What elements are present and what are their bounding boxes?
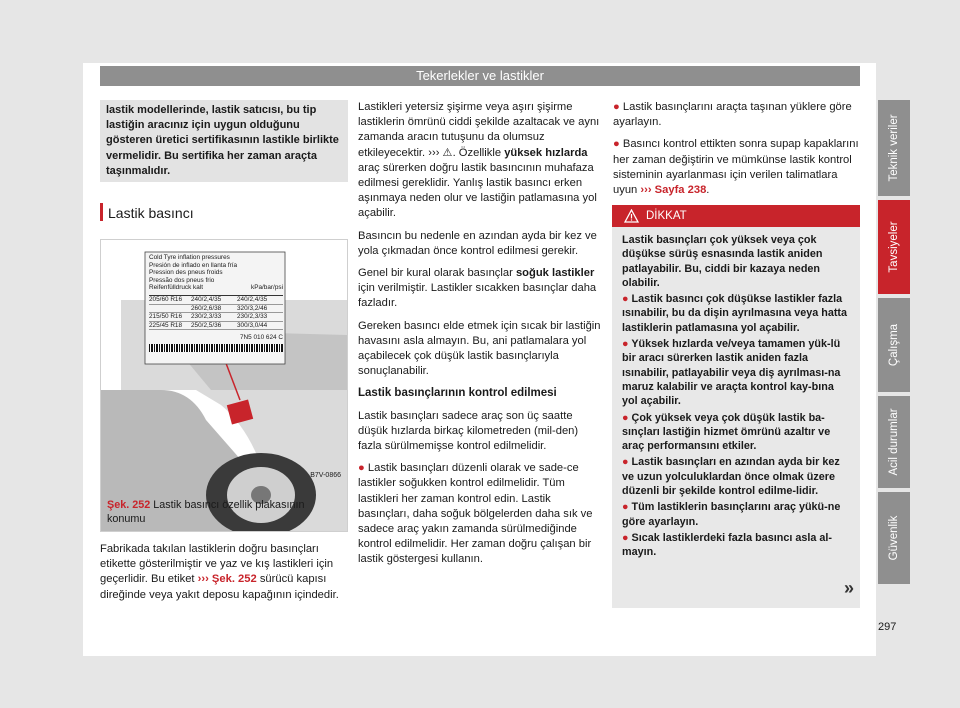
label-row: 225/45 R18 250/2,5/36 300/3,0/44: [149, 322, 283, 331]
warning-item: Çok yüksek veya çok düşük lastik ba-sınçları lastiğin hizmet ömrünü azaltır ve araç performansını etkiler.: [622, 411, 831, 453]
caption-label: Şek. 252: [107, 499, 151, 511]
figure-ref: B7V-0866: [310, 472, 341, 479]
bullet-text: Basıncı kontrol ettikten sonra supap kapaklarını her zaman değiştirin ve mümkünse lastik kontrol sisteminin ayarlanması için verilen talimatlara uyun: [613, 138, 859, 197]
tab-label: Tavsiyeler: [888, 221, 900, 273]
page-link[interactable]: ››› Sayfa 238: [640, 184, 707, 197]
warning-triangle-icon: [624, 209, 639, 223]
lead-box: lastik modellerinde, lastik satıcısı, bu tip lastiğin aracınız için uygun olduğunu gösteren üretici sertifikasının lastikle birlikte vermelidir. Bu sertifika her zaman araçta taşınmalıdır.: [100, 100, 348, 182]
tab-calisma[interactable]: [878, 298, 910, 392]
warning-body: Lastik basınçları çok yüksek veya çok düşükse sürüş esnasında lastik aniden patlayabilir. Bu, ciddi bir kazaya neden olabilir. ● Lastik basıncı çok düşükse lastikler fazla ısınabilir, bu da dişin ayrılmasına veya hatta lastiklerin patlamasına yol açabilir. ● Yüksek hızlarda ve/veya tamamen yük-lü bir aracı sürerken lastik aniden fazla ısınabilir, patlayabilir veya diş ayrılması-na maruz kalabilir ve araçta kontrol kay-bına yol açabilir. ● Çok yüksek veya çok düşük lastik ba-sınçları lastiğin hizmet ömrünü azaltır ve araç performansını etkiler. ● Lastik basınçları en azından ayda bir kez ve uzun yolculuklardan önce olmak üzere düzenli bir şekilde kontrol edilme-lidir. ● Tüm lastiklerin basınçlarını araç yükü-ne göre ayarlayın. ● Sıcak lastiklerdeki fazla basıncı asla al-mayın.: [612, 227, 860, 560]
label-line: Cold Tyre inflation pressures: [149, 254, 230, 261]
continue-arrow-icon: »: [844, 578, 855, 598]
body-text: sürücü kapısı direğinde veya yakıt deposu kapağının içindedir.: [100, 573, 339, 601]
left-body: [100, 542, 348, 610]
middle-column: [358, 100, 603, 575]
label-line: Pressão dos pneus frio: [149, 276, 215, 284]
label-unit: kPa/bar/psi: [251, 284, 283, 292]
tab-label: Güvenlik: [888, 515, 900, 561]
figure-tyre-label: [100, 239, 348, 532]
body-text: araç sürerken doğru lastik basıncının muhafaza edilmesi gereklidir. Yanlış lastik basıncı erken aşınmaya neden olur ve lastiğin patlamasına yol açabilir.: [358, 161, 597, 220]
section-marker: [100, 203, 103, 221]
label-line: Reifenfülldruck kalt: [149, 284, 203, 292]
tab-label: Acil durumlar: [888, 408, 900, 476]
body-text: Lastikleri yetersiz şişirme veya aşırı şişirme lastiklerin ömrünü ciddi şekilde azaltacak ve aynı zamanda aracın tutuşunu da olumsuz etkileyecektir.: [358, 101, 600, 159]
tab-acil-durumlar[interactable]: [878, 396, 910, 488]
bullet-icon: ●: [613, 101, 620, 113]
section-title: Lastik basıncı: [108, 205, 194, 221]
punctuation: .: [706, 184, 710, 197]
warning-box: [612, 205, 860, 608]
label-row: 215/50 R16 230/2,3/33 230/2,3/33: [149, 313, 283, 322]
tab-label: Teknik veriler: [888, 114, 900, 182]
label-code: 7N5 010 624 C: [240, 334, 283, 342]
page-number: 297: [878, 621, 897, 633]
caption-text: Lastik basıncı özellik plakasının konumu: [107, 499, 305, 525]
tab-guvenlik[interactable]: [878, 492, 910, 584]
warning-item: Tüm lastiklerin basınçlarını araç yükü-ne göre ayarlayın.: [622, 501, 841, 528]
right-column: [613, 100, 860, 205]
tab-teknik-veriler[interactable]: [878, 100, 910, 196]
label-plate-text: [149, 254, 283, 352]
figure-caption: [107, 498, 337, 526]
label-row: 205/60 R16 240/2,4/35 240/2,4/35: [149, 296, 283, 305]
figure-link[interactable]: ››› Şek. 252: [197, 573, 257, 586]
warning-item: Yüksek hızlarda ve/veya tamamen yük-lü bir aracı sürerken lastik aniden fazla ısınabilir, patlayabilir veya diş ayrılması-na maruz kalabilir ve araçta kontrol kay-bına yol açabilir.: [622, 338, 841, 408]
warning-link[interactable]: ››› ⚠. Özellikle: [428, 146, 502, 159]
body-text: için verilmiştir. Lastikler sıcakken basınçlar daha fazladır.: [358, 282, 597, 310]
warning-intro: Lastik basınçları çok yüksek veya çok düşükse sürüş esnasında lastik aniden patlayabilir. Bu, ciddi bir kazaya neden olabilir.: [622, 234, 823, 289]
subheading: Lastik basınçlarının kontrol edilmesi: [358, 387, 557, 400]
label-line: Pression des pneus froids: [149, 269, 223, 277]
bullet-text: Lastik basınçlarını araçta taşınan yüklere göre ayarlayın.: [613, 101, 852, 129]
tab-tavsiyeler[interactable]: [878, 200, 910, 294]
bullet-icon: ●: [613, 138, 620, 151]
barcode: [149, 344, 283, 352]
body-text: Gereken basıncı elde etmek için sıcak bir lastiğin havasını asla almayın. Bu, ani patlamalara yol açabilecek çok düşük lastik basınçlarıyla sonuçlanabilir.: [358, 319, 601, 378]
body-text: Fabrikada takılan lastiklerin doğru basınçları etikette gösterilmiştir ve yaz ve kış lastikleri için geçerlidir. Bu etiket: [100, 543, 334, 586]
warning-title: DİKKAT: [646, 210, 687, 222]
warning-item: Lastik basıncı çok düşükse lastikler fazla ısınabilir, bu da dişin ayrılmasına veya hatta lastiklerin patlamasına yol açabilir.: [622, 293, 848, 334]
body-text: Basıncın bu nedenle en azından ayda bir kez ve yola çıkmadan önce kontrol edilmesi gerekir.: [358, 229, 597, 257]
tab-label: Çalışma: [888, 323, 900, 367]
label-row: 260/2,6/38 320/3,2/46: [149, 305, 283, 314]
label-line: Presión de inflado en llanta fría: [149, 261, 238, 269]
chapter-header: Tekerlekler ve lastikler: [100, 66, 860, 86]
warning-item: Sıcak lastiklerdeki fazla basıncı asla al-mayın.: [622, 531, 832, 559]
emphasis: soğuk lastikler: [515, 267, 595, 280]
body-text: Genel bir kural olarak basınçlar: [358, 267, 513, 280]
bullet-text: Lastik basınçları düzenli olarak ve sade-ce lastikler soğukken kontrol edilmelidir. Tüm lastikleri her zaman kontrol edin. Lastik basınçları, daha soğuk bölgelerden daha sık ve sadece araç yakın zamanda sürülmediğinde kontrol edilmelidir. Her zaman doğru çalışan bir lastik göstergesi kullanın.: [358, 462, 593, 566]
warning-item: Lastik basınçları en azından ayda bir kez ve uzun yolculuklardan önce olmak üzere düzenli bir şekilde kontrol edilme-lidir.: [622, 456, 840, 498]
emphasis: yüksek hızlarda: [504, 146, 588, 159]
warning-header: [612, 205, 860, 227]
body-text: Lastik basınçları sadece araç son üç saatte düşük hızlarda birkaç kilometreden (mil-den) fazla sürülmemişse kontrol edilmelidir.: [358, 409, 579, 453]
bullet-icon: ●: [358, 462, 365, 475]
